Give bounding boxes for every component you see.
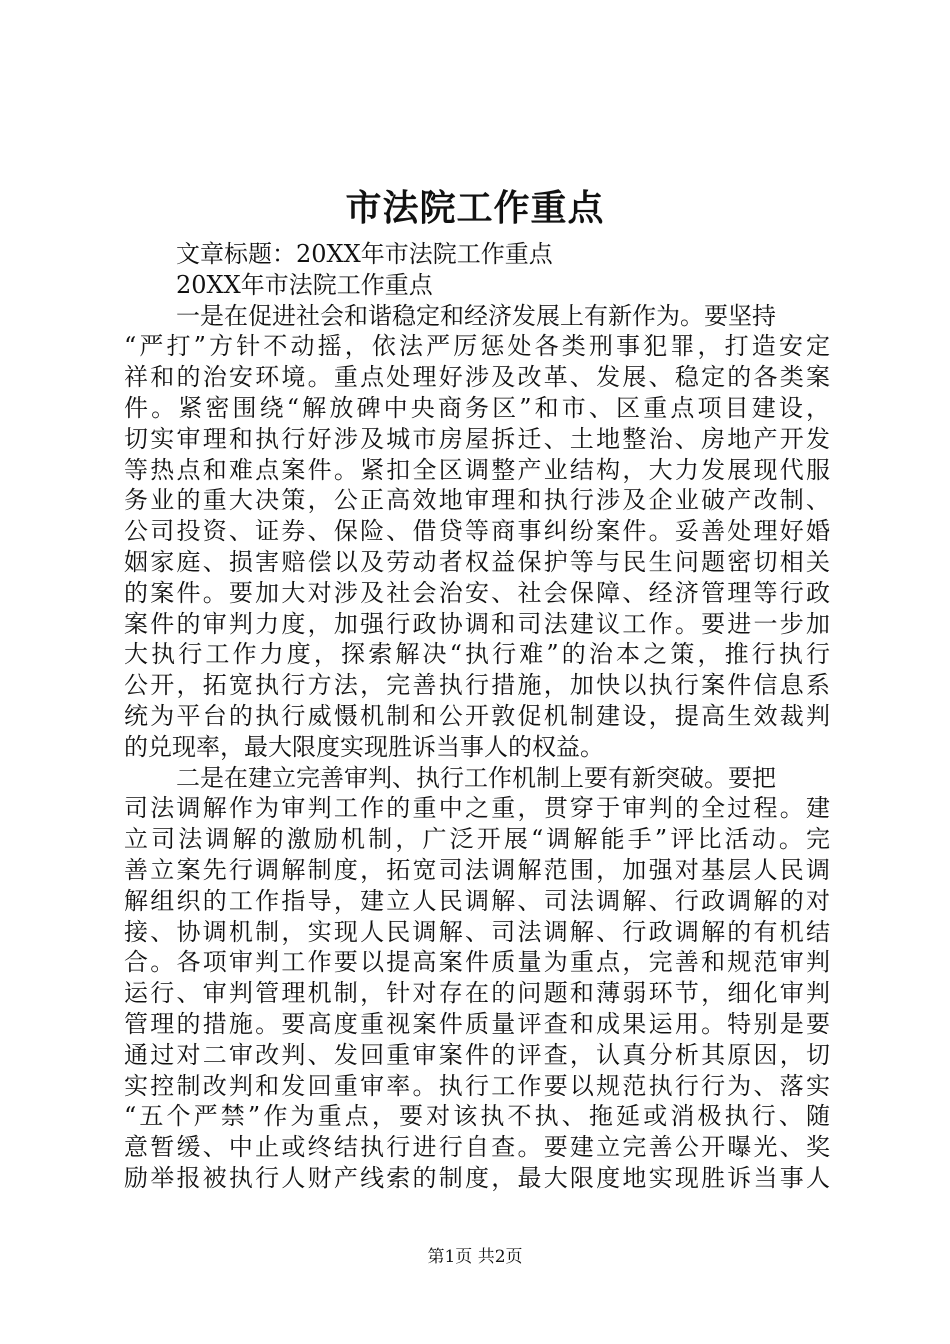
text-line: 祥和的治安环境。重点处理好涉及改革、发展、稳定的各类案 xyxy=(124,363,830,392)
text-line: 案件的审判力度，加强行政协调和司法建议工作。要进一步加 xyxy=(124,609,830,638)
text-line: 通过对二审改判、发回重审案件的评查，认真分析其原因，切 xyxy=(124,1040,830,1069)
document-body xyxy=(124,239,830,1194)
text-line: 合。各项审判工作要以提高案件质量为重点，完善和规范审判 xyxy=(124,948,830,977)
text-line: 励举报被执行人财产线索的制度，最大限度地实现胜诉当事人 xyxy=(124,1163,830,1192)
text-line: 等热点和难点案件。紧扣全区调整产业结构，大力发展现代服 xyxy=(124,455,830,484)
text-line: 大执行工作力度，探索解决“执行难”的治本之策，推行执行 xyxy=(124,640,830,669)
text-line: 立司法调解的激励机制，广泛开展“调解能手”评比活动。完 xyxy=(124,825,830,854)
text-line: 的案件。要加大对涉及社会治安、社会保障、经济管理等行政 xyxy=(124,578,830,607)
text-line: 实控制改判和发回重审率。执行工作要以规范执行行为、落实 xyxy=(124,1071,830,1100)
text-line: 姻家庭、损害赔偿以及劳动者权益保护等与民生问题密切相关 xyxy=(124,547,830,576)
text-line: 接、协调机制，实现人民调解、司法调解、行政调解的有机结 xyxy=(124,917,830,946)
page-footer: 第1页 共2页 xyxy=(427,1247,523,1267)
document-title: 市法院工作重点 xyxy=(345,187,605,229)
text-line: 善立案先行调解制度，拓宽司法调解范围，加强对基层人民调 xyxy=(124,855,830,884)
text-line: 务业的重大决策，公正高效地审理和执行涉及企业破产改制、 xyxy=(124,486,830,515)
text-line: “严打”方针不动摇，依法严厉惩处各类刑事犯罪，打造安定 xyxy=(124,332,830,361)
text-line: 20XX年市法院工作重点 xyxy=(176,270,433,299)
text-line: 公开，拓宽执行方法，完善执行措施，加快以执行案件信息系 xyxy=(124,671,830,700)
text-line: 件。紧密围绕“解放碑中央商务区”和市、区重点项目建设， xyxy=(124,393,830,422)
text-line: 司法调解作为审判工作的重中之重，贯穿于审判的全过程。建 xyxy=(124,794,830,823)
text-line: 文章标题：20XX年市法院工作重点 xyxy=(176,240,553,268)
text-line: 解组织的工作指导，建立人民调解、司法调解、行政调解的对 xyxy=(124,886,830,915)
text-line: 二是在建立完善审判、执行工作机制上要有新突破。要把 xyxy=(176,763,776,792)
text-line: 的兑现率，最大限度实现胜诉当事人的权益。 xyxy=(124,732,604,761)
text-line: 管理的措施。要高度重视案件质量评查和成果运用。特别是要 xyxy=(124,1009,830,1038)
text-line: “五个严禁”作为重点，要对该执不执、拖延或消极执行、随 xyxy=(124,1102,830,1131)
text-line: 切实审理和执行好涉及城市房屋拆迁、土地整治、房地产开发 xyxy=(124,424,830,453)
text-line: 公司投资、证券、保险、借贷等商事纠纷案件。妥善处理好婚 xyxy=(124,517,830,546)
text-line: 一是在促进社会和谐稳定和经济发展上有新作为。要坚持 xyxy=(176,301,776,330)
text-line: 运行、审判管理机制，针对存在的问题和薄弱环节，细化审判 xyxy=(124,979,830,1008)
text-line: 意暂缓、中止或终结执行进行自查。要建立完善公开曝光、奖 xyxy=(124,1133,830,1162)
text-line: 统为平台的执行威慑机制和公开敦促机制建设，提高生效裁判 xyxy=(124,701,830,730)
